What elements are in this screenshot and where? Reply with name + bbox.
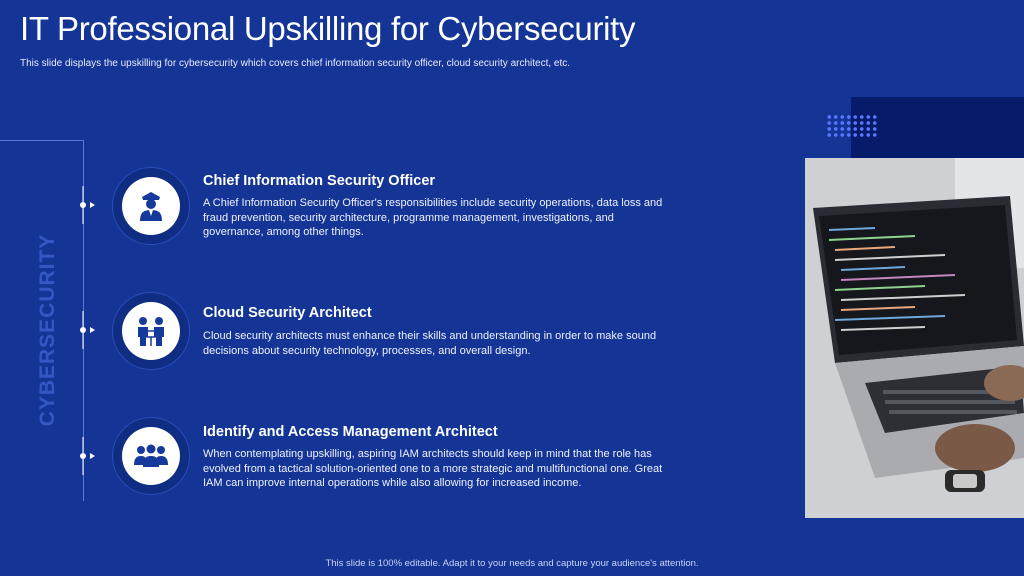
slide-title: IT Professional Upskilling for Cybersecurity <box>20 10 636 47</box>
item-1-title: Chief Information Security Officer <box>203 173 436 189</box>
slide-subtitle: This slide displays the upskilling for cybersecurity which covers chief information security officer, cloud security architect, etc. <box>20 58 571 69</box>
laptop-image <box>805 158 1024 518</box>
item-1-description: A Chief Information Security Officer's responsibilities include security operations, data loss and fraud prevention, security architecture, programme management, investigations, and governance, among other things. <box>203 197 663 238</box>
dot-pattern <box>826 114 878 138</box>
timeline-marker-1 <box>76 186 98 224</box>
team-presentation-icon <box>132 313 170 349</box>
officer-icon <box>133 188 169 224</box>
laptop-photo <box>805 158 1024 518</box>
item-2-icon-circle <box>112 292 190 370</box>
group-icon <box>131 441 171 471</box>
item-3-icon-circle <box>112 417 190 495</box>
footer-note: This slide is 100% editable. Adapt it to your needs and capture your audience's attention. <box>325 558 699 569</box>
vertical-label: CYBERSECURITY <box>36 233 59 427</box>
item-2-title: Cloud Security Architect <box>203 305 372 321</box>
item-2-description: Cloud security architects must enhance their skills and understanding in order to make sound decisions about security technology, processes, and overall design. <box>203 330 657 357</box>
item-3-description: When contemplating upskilling, aspiring IAM architects should keep in mind that the role has evolved from a tactical solution-oriented one to a more strategic and multifunctional one. Great IAM can improve internal operations while also allowing for increased income. <box>203 448 663 489</box>
item-1-icon-circle <box>112 167 190 245</box>
timeline-marker-3 <box>76 437 98 475</box>
timeline-marker-2 <box>76 311 98 349</box>
item-3-title: Identify and Access Management Architect <box>203 424 498 440</box>
